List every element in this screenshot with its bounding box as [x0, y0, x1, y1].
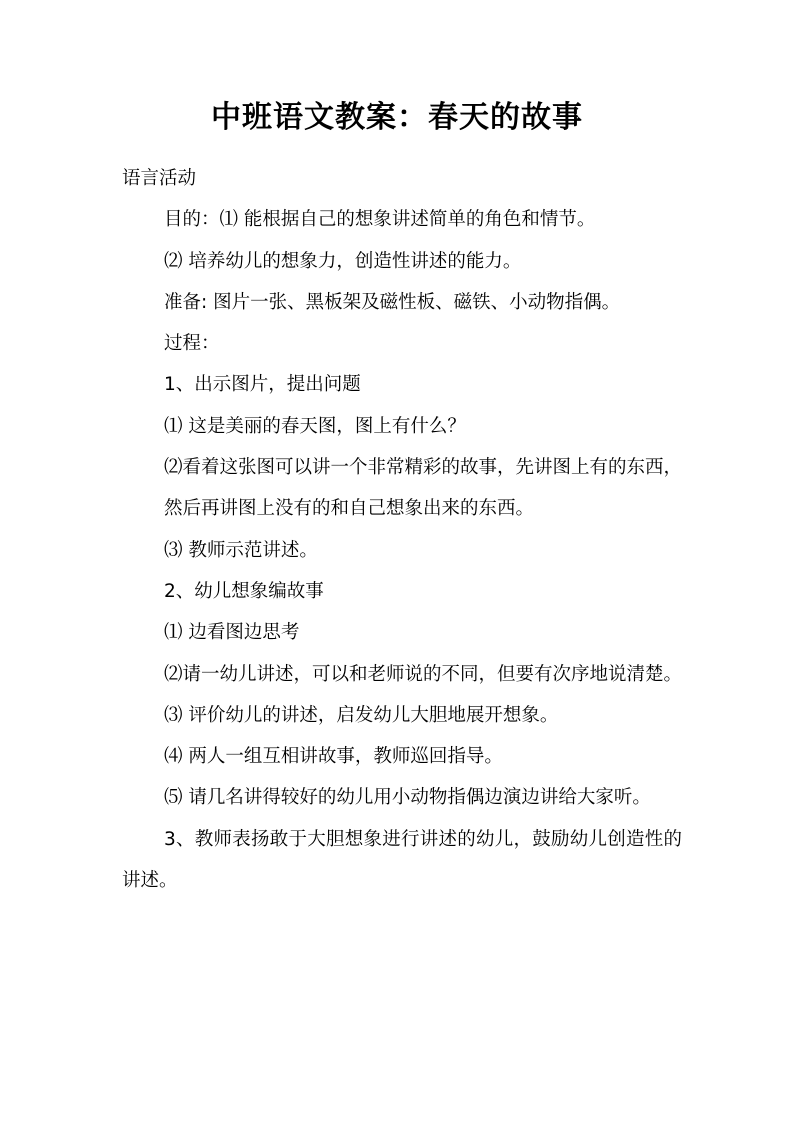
step-heading-paragraph: 3、教师表扬敢于大胆想象进行讲述的幼儿，鼓励幼儿创造性的讲述。	[122, 828, 682, 892]
step-item-paragraph: ⑵请一幼儿讲述，可以和老师说的不同，但要有次序地说清楚。	[164, 663, 683, 685]
step-item-paragraph: ⑶ 教师示范讲述。	[164, 539, 318, 561]
step-heading-paragraph: 1、出示图片，提出问题	[164, 374, 361, 396]
objective-paragraph: 目的：⑴ 能根据自己的想象讲述简单的角色和情节。	[164, 209, 596, 231]
document-title: 中班语文教案：春天的故事	[211, 100, 583, 135]
step-item-paragraph: ⑵看着这张图可以讲一个非常精彩的故事，先讲图上有的东西，	[164, 457, 683, 479]
step-item-paragraph: ⑸ 请几名讲得较好的幼儿用小动物指偶边演边讲给大家听。	[164, 787, 651, 809]
preparation-paragraph: 准备: 图片一张、黑板架及磁性板、磁铁、小动物指偶。	[164, 291, 621, 313]
process-heading-paragraph: 过程：	[164, 333, 220, 355]
step-item-paragraph: ⑴ 边看图边思考	[164, 622, 300, 644]
objective-item-paragraph: ⑵ 培养幼儿的想象力，创造性讲述的能力。	[164, 250, 522, 272]
section-label-paragraph: 语言活动	[122, 168, 197, 189]
step-item-paragraph: ⑶ 评价幼儿的讲述，启发幼儿大胆地展开想象。	[164, 704, 559, 726]
step-heading-paragraph: 2、幼儿想象编故事	[164, 580, 324, 602]
step-item-paragraph: ⑴ 这是美丽的春天图，图上有什么？	[164, 415, 466, 437]
step-item-paragraph: 然后再讲图上没有的和自己想象出来的东西。	[164, 498, 535, 520]
step-item-paragraph: ⑷ 两人一组互相讲故事，教师巡回指导。	[164, 746, 503, 768]
document-body	[122, 158, 682, 901]
